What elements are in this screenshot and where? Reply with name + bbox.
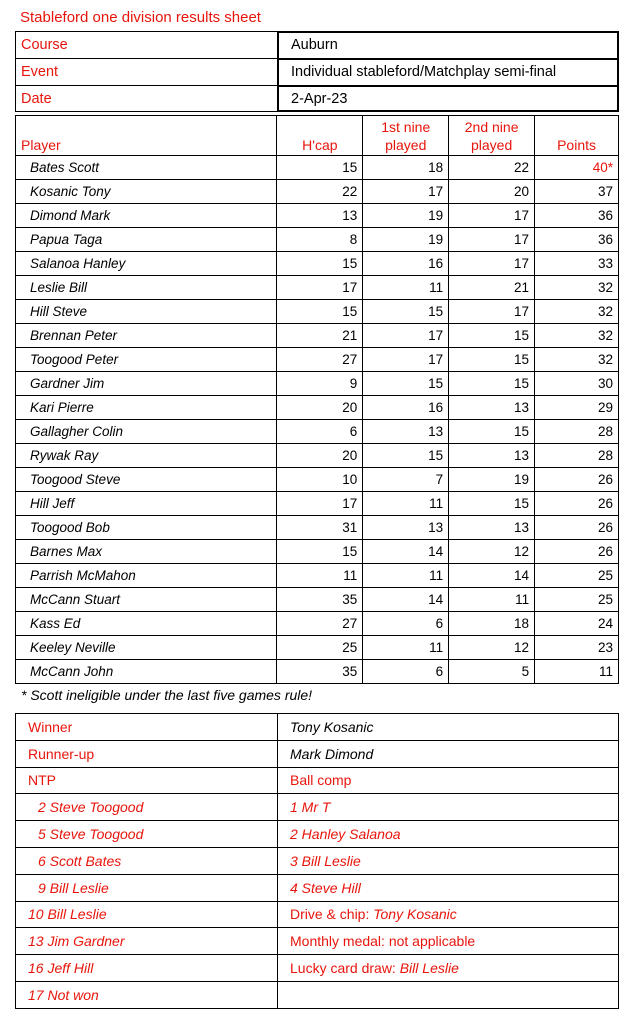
- first-nine-cell: 15: [363, 444, 449, 468]
- first-nine-cell: 16: [363, 396, 449, 420]
- second-nine-cell: 13: [449, 444, 535, 468]
- table-row: [16, 636, 619, 660]
- second-nine-cell: 15: [449, 420, 535, 444]
- ballcomp-item: 3 Bill Leslie: [278, 847, 619, 874]
- points-cell: 32: [535, 324, 619, 348]
- hcap-cell: 8: [277, 228, 363, 252]
- col-first-nine: [363, 116, 449, 156]
- second-nine-cell: 17: [449, 252, 535, 276]
- points-cell: 25: [535, 564, 619, 588]
- first-nine-cell: 15: [363, 372, 449, 396]
- first-nine-cell: 17: [363, 348, 449, 372]
- second-nine-cell: 13: [449, 396, 535, 420]
- player-name: Leslie Bill: [16, 276, 277, 300]
- award-row: [16, 794, 619, 821]
- award-row: [16, 821, 619, 848]
- table-row: [16, 588, 619, 612]
- player-name: Brennan Peter: [16, 324, 277, 348]
- hcap-cell: 10: [277, 468, 363, 492]
- second-nine-cell: 22: [449, 156, 535, 180]
- monthly-medal: Monthly medal: not applicable: [278, 928, 619, 955]
- player-name: Hill Jeff: [16, 492, 277, 516]
- ntp-item: 2 Steve Toogood: [16, 794, 278, 821]
- winner-label: Winner: [16, 714, 278, 741]
- hcap-cell: 25: [277, 636, 363, 660]
- points-cell: 26: [535, 468, 619, 492]
- player-name: Kari Pierre: [16, 396, 277, 420]
- points-cell: 26: [535, 492, 619, 516]
- table-row: [16, 444, 619, 468]
- table-row: [16, 372, 619, 396]
- table-row: [16, 300, 619, 324]
- player-name: Kosanic Tony: [16, 180, 277, 204]
- winner-value: Tony Kosanic: [278, 714, 619, 741]
- first-nine-cell: 18: [363, 156, 449, 180]
- points-cell: 37: [535, 180, 619, 204]
- empty-cell: [278, 981, 619, 1008]
- hcap-cell: 27: [277, 348, 363, 372]
- col-second-nine: [449, 116, 535, 156]
- second-nine-cell: 21: [449, 276, 535, 300]
- player-name: McCann John: [16, 660, 277, 684]
- table-row: [16, 156, 619, 180]
- hcap-cell: 17: [277, 276, 363, 300]
- col-second-nine-l2: played: [471, 137, 513, 153]
- player-name: Barnes Max: [16, 540, 277, 564]
- player-name: Keeley Neville: [16, 636, 277, 660]
- points-cell: 32: [535, 300, 619, 324]
- player-name: Dimond Mark: [16, 204, 277, 228]
- first-nine-cell: 14: [363, 588, 449, 612]
- hcap-cell: 15: [277, 300, 363, 324]
- hcap-cell: 21: [277, 324, 363, 348]
- player-name: Toogood Steve: [16, 468, 277, 492]
- player-name: Salanoa Hanley: [16, 252, 277, 276]
- points-cell: 26: [535, 516, 619, 540]
- second-nine-cell: 12: [449, 636, 535, 660]
- second-nine-cell: 14: [449, 564, 535, 588]
- drive-chip-name: Tony Kosanic: [373, 906, 457, 923]
- date-row: [15, 85, 619, 112]
- course-value: Auburn: [277, 31, 619, 58]
- ballcomp-item: 1 Mr T: [278, 794, 619, 821]
- hcap-cell: 20: [277, 444, 363, 468]
- event-label: Event: [15, 58, 277, 85]
- results-header: [16, 116, 619, 156]
- ballcomp-label: Ball comp: [278, 767, 619, 794]
- points-cell: 28: [535, 444, 619, 468]
- table-row: [16, 516, 619, 540]
- col-second-nine-l1: 2nd nine: [464, 119, 519, 135]
- points-cell: 24: [535, 612, 619, 636]
- first-nine-cell: 14: [363, 540, 449, 564]
- award-row: [16, 847, 619, 874]
- second-nine-cell: 15: [449, 324, 535, 348]
- first-nine-cell: 6: [363, 660, 449, 684]
- player-name: Gardner Jim: [16, 372, 277, 396]
- hcap-cell: 27: [277, 612, 363, 636]
- lucky-card-label: Lucky card draw:: [290, 960, 396, 977]
- event-row: [15, 58, 619, 85]
- table-row: [16, 660, 619, 684]
- hcap-cell: 9: [277, 372, 363, 396]
- col-first-nine-l2: played: [385, 137, 427, 153]
- second-nine-cell: 15: [449, 348, 535, 372]
- second-nine-cell: 17: [449, 204, 535, 228]
- second-nine-cell: 5: [449, 660, 535, 684]
- second-nine-cell: 18: [449, 612, 535, 636]
- points-cell: 23: [535, 636, 619, 660]
- points-cell: 36: [535, 204, 619, 228]
- points-cell: 33: [535, 252, 619, 276]
- points-cell: 32: [535, 348, 619, 372]
- ntp-item: 10 Bill Leslie: [16, 901, 278, 928]
- first-nine-cell: 11: [363, 636, 449, 660]
- hcap-cell: 35: [277, 588, 363, 612]
- hcap-cell: 20: [277, 396, 363, 420]
- first-nine-cell: 13: [363, 516, 449, 540]
- ntp-item: 6 Scott Bates: [16, 847, 278, 874]
- ntp-item: 17 Not won: [16, 981, 278, 1008]
- table-row: [16, 204, 619, 228]
- lucky-card-name: Bill Leslie: [399, 960, 459, 977]
- table-row: [16, 396, 619, 420]
- points-cell: 25: [535, 588, 619, 612]
- hcap-cell: 13: [277, 204, 363, 228]
- table-row: [16, 468, 619, 492]
- col-hcap: H'cap: [277, 116, 363, 156]
- ballcomp-item: 4 Steve Hill: [278, 874, 619, 901]
- ntp-item: 9 Bill Leslie: [16, 874, 278, 901]
- ntp-label: NTP: [16, 767, 278, 794]
- second-nine-cell: 12: [449, 540, 535, 564]
- player-name: Hill Steve: [16, 300, 277, 324]
- date-value: 2-Apr-23: [277, 85, 619, 112]
- second-nine-cell: 15: [449, 372, 535, 396]
- awards-table: [15, 713, 619, 1009]
- date-label: Date: [15, 85, 277, 112]
- table-row: [16, 252, 619, 276]
- first-nine-cell: 7: [363, 468, 449, 492]
- second-nine-cell: 17: [449, 228, 535, 252]
- winner-row: [16, 714, 619, 741]
- table-row: [16, 492, 619, 516]
- hcap-cell: 15: [277, 156, 363, 180]
- table-row: [16, 420, 619, 444]
- course-row: [15, 31, 619, 58]
- player-name: Papua Taga: [16, 228, 277, 252]
- table-row: [16, 564, 619, 588]
- first-nine-cell: 19: [363, 204, 449, 228]
- second-nine-cell: 13: [449, 516, 535, 540]
- table-row: [16, 540, 619, 564]
- award-row: [16, 928, 619, 955]
- hcap-cell: 11: [277, 564, 363, 588]
- course-label: Course: [15, 31, 277, 58]
- second-nine-cell: 19: [449, 468, 535, 492]
- player-name: Bates Scott: [16, 156, 277, 180]
- runnerup-row: [16, 740, 619, 767]
- ntp-header-row: [16, 767, 619, 794]
- first-nine-cell: 15: [363, 300, 449, 324]
- col-player: Player: [16, 116, 277, 156]
- drive-chip: [278, 901, 619, 928]
- ntp-item: 16 Jeff Hill: [16, 955, 278, 982]
- player-name: Toogood Bob: [16, 516, 277, 540]
- ntp-item: 5 Steve Toogood: [16, 821, 278, 848]
- table-row: [16, 612, 619, 636]
- player-name: Parrish McMahon: [16, 564, 277, 588]
- first-nine-cell: 11: [363, 492, 449, 516]
- hcap-cell: 31: [277, 516, 363, 540]
- hcap-cell: 22: [277, 180, 363, 204]
- hcap-cell: 15: [277, 252, 363, 276]
- results-table: [15, 115, 619, 684]
- points-cell: 32: [535, 276, 619, 300]
- player-name: Gallagher Colin: [16, 420, 277, 444]
- table-row: [16, 228, 619, 252]
- table-row: [16, 180, 619, 204]
- first-nine-cell: 13: [363, 420, 449, 444]
- points-cell: 29: [535, 396, 619, 420]
- player-name: Toogood Peter: [16, 348, 277, 372]
- first-nine-cell: 11: [363, 276, 449, 300]
- second-nine-cell: 20: [449, 180, 535, 204]
- hcap-cell: 6: [277, 420, 363, 444]
- points-cell: 26: [535, 540, 619, 564]
- award-row: [16, 955, 619, 982]
- player-name: McCann Stuart: [16, 588, 277, 612]
- award-row: [16, 874, 619, 901]
- player-name: Kass Ed: [16, 612, 277, 636]
- second-nine-cell: 15: [449, 492, 535, 516]
- first-nine-cell: 11: [363, 564, 449, 588]
- ballcomp-item: 2 Hanley Salanoa: [278, 821, 619, 848]
- first-nine-cell: 17: [363, 180, 449, 204]
- first-nine-cell: 19: [363, 228, 449, 252]
- drive-chip-label: Drive & chip:: [290, 906, 370, 923]
- second-nine-cell: 11: [449, 588, 535, 612]
- sheet-title: Stableford one division results sheet: [20, 9, 261, 26]
- hcap-cell: 15: [277, 540, 363, 564]
- points-cell: 36: [535, 228, 619, 252]
- runnerup-label: Runner-up: [16, 740, 278, 767]
- table-row: [16, 348, 619, 372]
- runnerup-value: Mark Dimond: [278, 740, 619, 767]
- points-cell: 11: [535, 660, 619, 684]
- ntp-item: 13 Jim Gardner: [16, 928, 278, 955]
- table-row: [16, 276, 619, 300]
- second-nine-cell: 17: [449, 300, 535, 324]
- points-cell: 30: [535, 372, 619, 396]
- player-name: Rywak Ray: [16, 444, 277, 468]
- hcap-cell: 17: [277, 492, 363, 516]
- event-info: [15, 31, 619, 112]
- award-row: [16, 981, 619, 1008]
- award-row: [16, 901, 619, 928]
- eligibility-note: * Scott ineligible under the last five games rule!: [21, 687, 313, 703]
- col-first-nine-l1: 1st nine: [381, 119, 431, 135]
- first-nine-cell: 17: [363, 324, 449, 348]
- first-nine-cell: 6: [363, 612, 449, 636]
- hcap-cell: 35: [277, 660, 363, 684]
- points-cell: 28: [535, 420, 619, 444]
- table-row: [16, 324, 619, 348]
- col-points: Points: [535, 116, 619, 156]
- first-nine-cell: 16: [363, 252, 449, 276]
- points-cell: 40*: [535, 156, 619, 180]
- lucky-card: [278, 955, 619, 982]
- event-value: Individual stableford/Matchplay semi-final: [277, 58, 619, 85]
